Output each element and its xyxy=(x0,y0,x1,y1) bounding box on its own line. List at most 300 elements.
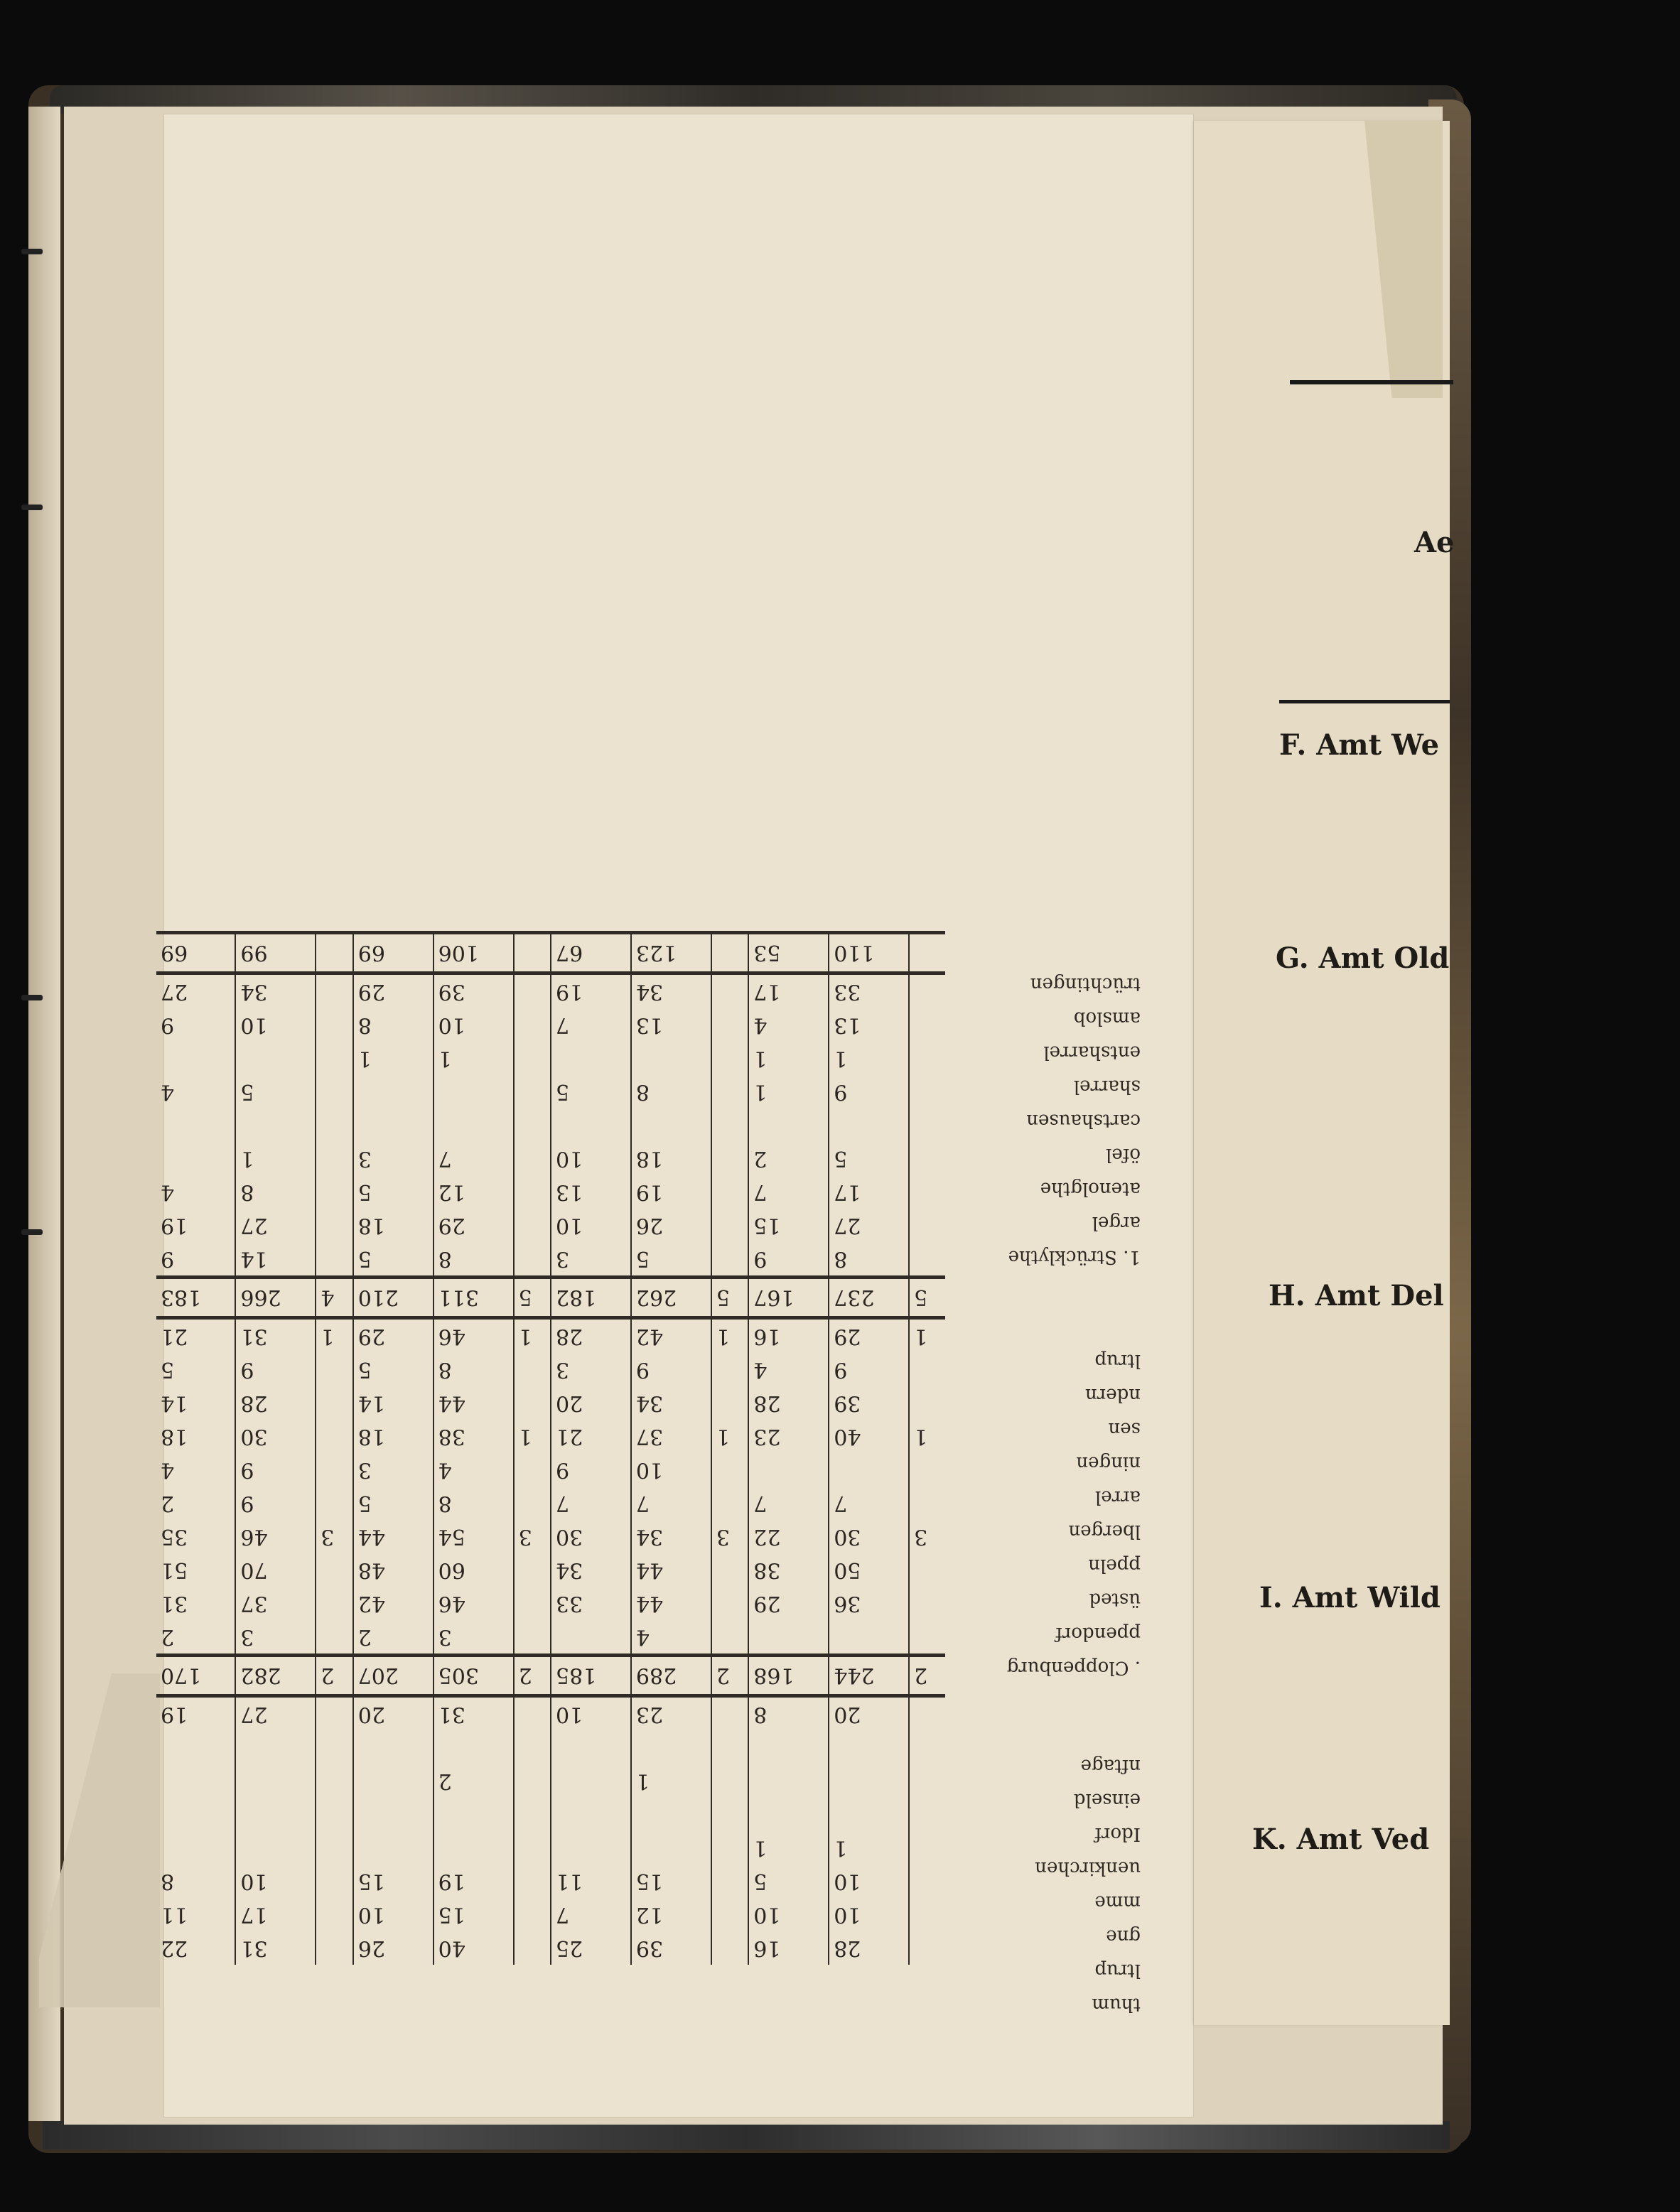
heading-amt-f: F. Amt We xyxy=(1279,728,1440,762)
table-cell xyxy=(353,1731,434,1764)
table-cell xyxy=(551,1764,631,1798)
table-cell: 17 xyxy=(748,973,829,1009)
table-cell: 1 xyxy=(434,1042,514,1075)
table-cell xyxy=(316,1696,352,1732)
table-cell xyxy=(551,1620,631,1656)
table-cell xyxy=(235,1731,316,1764)
table-cell: 5 xyxy=(353,1353,434,1386)
table-cell xyxy=(711,1620,748,1656)
table-cell xyxy=(316,1108,352,1142)
table-cell: 1 xyxy=(914,1324,928,1349)
table-cell: 34 xyxy=(235,973,316,1009)
table-cell: 13 xyxy=(631,1008,711,1042)
table-cell: 19 xyxy=(551,973,631,1009)
table-cell: 7 xyxy=(434,1142,514,1175)
table-cell: 21 xyxy=(551,1420,631,1453)
table-row xyxy=(156,1008,945,1042)
table-cell: 4 xyxy=(156,1175,235,1209)
table-cell: 21 xyxy=(156,1318,235,1354)
table-cell xyxy=(514,1865,551,1898)
table-cell: 3 xyxy=(434,1620,514,1656)
table-cell: 5 xyxy=(829,1142,909,1175)
table-cell: 244 xyxy=(829,1656,909,1696)
heading-amt-g: G. Amt Old xyxy=(1276,942,1450,975)
table-cell xyxy=(235,1108,316,1142)
row-label: einseld xyxy=(1073,1789,1141,1811)
table-cell xyxy=(711,1731,748,1764)
table-cell xyxy=(514,973,551,1009)
table-cell: 29 xyxy=(353,1318,434,1354)
table-cell xyxy=(909,1620,945,1656)
table-cell: 15 xyxy=(434,1898,514,1931)
binding-stitch xyxy=(21,505,43,510)
table-cell: 3 xyxy=(551,1353,631,1386)
table-row xyxy=(156,1242,945,1278)
table-cell xyxy=(514,1209,551,1242)
row-label-column xyxy=(956,938,1141,2015)
table-cell xyxy=(711,1587,748,1620)
table-cell: 7 xyxy=(748,1487,829,1520)
table-cell: 18 xyxy=(631,1142,711,1175)
table-cell: 5 xyxy=(353,1242,434,1278)
table-row xyxy=(156,1831,945,1865)
table-cell xyxy=(909,933,945,973)
table-cell xyxy=(909,1042,945,1075)
table-cell: 4 xyxy=(156,1075,235,1108)
table-cell: 29 xyxy=(353,973,434,1009)
table-cell xyxy=(514,1453,551,1487)
table-cell: 18 xyxy=(353,1420,434,1453)
table-cell xyxy=(316,1931,352,1965)
table-cell: 69 xyxy=(353,933,434,973)
table-cell: 110 xyxy=(829,933,909,973)
table-cell xyxy=(514,1620,551,1656)
table-cell xyxy=(909,1587,945,1620)
table-cell xyxy=(514,1798,551,1831)
table-cell: 5 xyxy=(748,1865,829,1898)
table-row xyxy=(156,1798,945,1831)
table-cell: 15 xyxy=(748,1209,829,1242)
table-cell: 237 xyxy=(829,1278,909,1318)
table-cell: 5 xyxy=(514,1278,551,1318)
table-cell xyxy=(909,1353,945,1386)
table-cell: 2 xyxy=(353,1620,434,1656)
table-cell: 46 xyxy=(434,1587,514,1620)
table-cell: 1 xyxy=(914,1424,928,1449)
table-cell xyxy=(909,1764,945,1798)
table-cell: 22 xyxy=(748,1520,829,1553)
table-cell: 99 xyxy=(235,933,316,973)
table-cell xyxy=(514,1696,551,1732)
table-cell xyxy=(434,1798,514,1831)
table-cell: 38 xyxy=(748,1553,829,1587)
table-cell: 44 xyxy=(353,1520,434,1553)
table-cell: 16 xyxy=(748,1931,829,1965)
table-cell xyxy=(829,1798,909,1831)
table-cell: 31 xyxy=(156,1587,235,1620)
table-cell xyxy=(235,1042,316,1075)
statistics-table xyxy=(156,931,945,2011)
table-row xyxy=(156,1318,945,1354)
row-label: ltrup xyxy=(1094,1350,1141,1371)
table-cell xyxy=(514,1386,551,1420)
table-cell: 207 xyxy=(353,1656,434,1696)
table-cell: 11 xyxy=(156,1898,235,1931)
table-cell: 38 xyxy=(434,1420,514,1453)
table-cell: 14 xyxy=(235,1242,316,1278)
table-row xyxy=(156,1620,945,1656)
table-cell: 305 xyxy=(434,1656,514,1696)
table-cell xyxy=(711,1075,748,1108)
table-cell: 42 xyxy=(353,1587,434,1620)
table-total-row xyxy=(156,1656,945,1696)
table-cell: 1 xyxy=(829,1831,909,1865)
table-cell: 1 xyxy=(748,1831,829,1865)
table-cell: 3 xyxy=(711,1520,748,1553)
table-cell: 51 xyxy=(156,1553,235,1587)
table-cell xyxy=(909,1898,945,1931)
table-cell: 12 xyxy=(434,1175,514,1209)
table-cell xyxy=(711,1831,748,1865)
heading-fragment: Ae xyxy=(1414,526,1455,559)
table-cell: 266 xyxy=(235,1278,316,1318)
table-cell: 7 xyxy=(748,1175,829,1209)
row-label: trüchtingen xyxy=(1030,973,1141,995)
table-cell: 37 xyxy=(631,1420,711,1453)
table-cell xyxy=(909,973,945,1009)
row-label: ndern xyxy=(1085,1384,1141,1406)
table-cell: 3 xyxy=(353,1453,434,1487)
table-cell: 1 xyxy=(748,1075,829,1108)
table-cell: 3 xyxy=(353,1142,434,1175)
table-cell: 53 xyxy=(748,933,829,973)
table-row xyxy=(156,1075,945,1108)
table-cell: 48 xyxy=(353,1553,434,1587)
table-cell: 5 xyxy=(551,1075,631,1108)
table-cell: 5 xyxy=(631,1242,711,1278)
table-cell: 16 xyxy=(748,1318,829,1354)
row-label: arrel xyxy=(1094,1487,1141,1508)
table-cell: 1 xyxy=(316,1318,352,1354)
table-cell: 3 xyxy=(514,1520,551,1553)
table-cell: 27 xyxy=(235,1696,316,1732)
table-cell xyxy=(353,1798,434,1831)
table-cell: 29 xyxy=(748,1587,829,1620)
table-cell: 40 xyxy=(434,1931,514,1965)
table-cell: 106 xyxy=(434,933,514,973)
table-cell: 14 xyxy=(353,1386,434,1420)
table-cell: 4 xyxy=(434,1453,514,1487)
table-cell: 20 xyxy=(829,1696,909,1732)
table-cell xyxy=(235,1831,316,1865)
table-cell xyxy=(316,1831,352,1865)
table-cell xyxy=(631,1798,711,1831)
table-cell: 3 xyxy=(551,1242,631,1278)
table-cell xyxy=(711,1696,748,1732)
row-label: amslob xyxy=(1073,1008,1141,1029)
table-cell: 44 xyxy=(631,1587,711,1620)
table-cell xyxy=(316,1042,352,1075)
table-cell xyxy=(551,1831,631,1865)
table-cell: 9 xyxy=(235,1487,316,1520)
table-cell: 10 xyxy=(434,1008,514,1042)
table-cell: 168 xyxy=(748,1656,829,1696)
table-cell: 13 xyxy=(829,1008,909,1042)
table-cell: 183 xyxy=(156,1278,235,1318)
table-cell: 9 xyxy=(631,1353,711,1386)
table-cell: 34 xyxy=(631,973,711,1009)
table-cell xyxy=(353,1831,434,1865)
table-cell xyxy=(156,1798,235,1831)
table-cell xyxy=(316,1731,352,1764)
table-cell: 2 xyxy=(711,1656,748,1696)
table-cell: 70 xyxy=(235,1553,316,1587)
table-cell xyxy=(551,1108,631,1142)
table-cell: 19 xyxy=(156,1696,235,1732)
table-cell xyxy=(514,1008,551,1042)
table-cell: 4 xyxy=(748,1353,829,1386)
table-cell: 2 xyxy=(514,1656,551,1696)
table-cell: 39 xyxy=(829,1386,909,1420)
table-cell xyxy=(909,1831,945,1865)
table-cell xyxy=(909,1008,945,1042)
table-cell xyxy=(711,1175,748,1209)
table-cell xyxy=(909,1487,945,1520)
table-cell: 2 xyxy=(434,1764,514,1798)
table-cell xyxy=(514,1353,551,1386)
table-cell: 31 xyxy=(235,1318,316,1354)
table-cell xyxy=(748,1798,829,1831)
table-cell: 29 xyxy=(829,1318,909,1354)
table-cell xyxy=(316,1620,352,1656)
table-cell: 20 xyxy=(551,1386,631,1420)
table-cell: 5 xyxy=(353,1487,434,1520)
table-cell xyxy=(711,1209,748,1242)
table-row xyxy=(156,1731,945,1764)
table-cell: 7 xyxy=(551,1008,631,1042)
table-cell: 25 xyxy=(551,1931,631,1965)
section-rule xyxy=(1290,380,1453,384)
table-cell: 44 xyxy=(631,1553,711,1587)
row-label: öfel xyxy=(1106,1144,1141,1165)
table-cell: 1 xyxy=(829,1042,909,1075)
table-cell xyxy=(316,1075,352,1108)
table-cell: 14 xyxy=(156,1386,235,1420)
heading-amt-k: K. Amt Ved xyxy=(1252,1823,1430,1856)
table-cell: 34 xyxy=(631,1386,711,1420)
table-cell: 3 xyxy=(235,1620,316,1656)
underlying-page xyxy=(1194,121,1450,2025)
table-cell xyxy=(514,1042,551,1075)
table-row xyxy=(156,1764,945,1798)
table-cell xyxy=(909,1931,945,1965)
table-cell: 262 xyxy=(631,1278,711,1318)
table-cell xyxy=(711,1108,748,1142)
row-label: entsharrel xyxy=(1043,1042,1141,1063)
table-cell xyxy=(316,1764,352,1798)
binding-stitch xyxy=(21,995,43,1000)
table-cell: 8 xyxy=(156,1865,235,1898)
table-cell: 67 xyxy=(551,933,631,973)
table-cell xyxy=(909,1075,945,1108)
table-cell: 28 xyxy=(748,1386,829,1420)
table-cell xyxy=(434,1831,514,1865)
row-label: Idorf xyxy=(1094,1823,1141,1845)
book-bottom-edge xyxy=(43,2121,1450,2149)
table-cell xyxy=(316,1587,352,1620)
table-cell: 7 xyxy=(551,1487,631,1520)
table-cell: 34 xyxy=(551,1553,631,1587)
table-cell: 1 xyxy=(711,1318,748,1354)
table-cell xyxy=(316,1175,352,1209)
table-row xyxy=(156,1209,945,1242)
row-label: cartshausen xyxy=(1026,1110,1141,1131)
table-cell: 182 xyxy=(551,1278,631,1318)
table-cell xyxy=(316,1008,352,1042)
table-cell: 289 xyxy=(631,1656,711,1696)
table-cell: 5 xyxy=(156,1353,235,1386)
table-cell: 9 xyxy=(235,1353,316,1386)
table-cell xyxy=(711,1242,748,1278)
table-cell: 30 xyxy=(551,1520,631,1553)
table-row xyxy=(156,1587,945,1620)
table-cell: 8 xyxy=(829,1242,909,1278)
table-cell xyxy=(156,1731,235,1764)
row-label: uenkirchen xyxy=(1035,1857,1141,1879)
table-cell: 10 xyxy=(829,1865,909,1898)
table-cell: 8 xyxy=(434,1487,514,1520)
table-cell xyxy=(551,1042,631,1075)
row-label: argel xyxy=(1092,1212,1141,1234)
table-cell xyxy=(316,1898,352,1931)
table-cell xyxy=(909,1865,945,1898)
table-cell: 170 xyxy=(156,1656,235,1696)
table-cell xyxy=(514,1731,551,1764)
table-cell xyxy=(748,1108,829,1142)
table-row xyxy=(156,1353,945,1386)
table-cell xyxy=(909,1142,945,1175)
table-row xyxy=(156,1386,945,1420)
table-row xyxy=(156,1553,945,1587)
heading-amt-i: I. Amt Wild xyxy=(1259,1581,1441,1614)
table-cell xyxy=(711,1353,748,1386)
row-label: ltrup xyxy=(1094,1960,1141,1981)
row-label: lbergen xyxy=(1068,1521,1141,1542)
table-cell: 5 xyxy=(353,1175,434,1209)
table-cell: 2 xyxy=(316,1656,352,1696)
table-row xyxy=(156,1420,945,1453)
table-row xyxy=(156,1175,945,1209)
table-cell: 123 xyxy=(631,933,711,973)
table-cell: 185 xyxy=(551,1656,631,1696)
table-cell xyxy=(316,973,352,1009)
table-cell: 26 xyxy=(631,1209,711,1242)
table-cell: 8 xyxy=(434,1242,514,1278)
table-cell xyxy=(316,1142,352,1175)
table-cell: 12 xyxy=(631,1898,711,1931)
table-cell xyxy=(353,1108,434,1142)
row-label: sharrel xyxy=(1073,1076,1141,1097)
table-cell: 17 xyxy=(235,1898,316,1931)
table-cell xyxy=(711,1386,748,1420)
table-cell xyxy=(909,1108,945,1142)
table-cell xyxy=(235,1798,316,1831)
table-cell xyxy=(514,1108,551,1142)
table-cell: 4 xyxy=(156,1453,235,1487)
table-cell: 1 xyxy=(235,1142,316,1175)
table-cell xyxy=(748,1620,829,1656)
table-cell: 8 xyxy=(631,1075,711,1108)
table-cell: 8 xyxy=(434,1353,514,1386)
table-row xyxy=(156,1042,945,1075)
table-cell xyxy=(514,1553,551,1587)
table-cell xyxy=(353,1075,434,1108)
table-cell: 1 xyxy=(748,1042,829,1075)
table-cell xyxy=(711,1487,748,1520)
table-cell xyxy=(156,1142,235,1175)
table-row xyxy=(156,1453,945,1487)
table-cell: 17 xyxy=(829,1175,909,1209)
table-cell xyxy=(748,1453,829,1487)
row-label: ppeln xyxy=(1088,1555,1141,1576)
table-cell: 19 xyxy=(156,1209,235,1242)
table-cell xyxy=(514,1487,551,1520)
table-row xyxy=(156,1142,945,1175)
table-cell: 9 xyxy=(829,1353,909,1386)
table-cell xyxy=(235,1764,316,1798)
table-cell: 10 xyxy=(235,1008,316,1042)
table-cell xyxy=(711,973,748,1009)
table-cell xyxy=(711,1898,748,1931)
table-row xyxy=(156,1487,945,1520)
table-cell: 69 xyxy=(156,933,235,973)
table-cell xyxy=(711,1042,748,1075)
table-cell: 30 xyxy=(235,1420,316,1453)
table-cell: 28 xyxy=(235,1386,316,1420)
table-row xyxy=(156,1865,945,1898)
table-cell: 2 xyxy=(909,1656,945,1696)
table-cell xyxy=(316,1487,352,1520)
row-label: ppendorf xyxy=(1055,1623,1141,1644)
table-cell: 1 xyxy=(514,1318,551,1354)
table-row xyxy=(156,1696,945,1732)
table-cell xyxy=(514,1831,551,1865)
table-cell: 11 xyxy=(551,1865,631,1898)
table-cell xyxy=(514,1175,551,1209)
table-cell: 1 xyxy=(631,1764,711,1798)
table-cell: 18 xyxy=(353,1209,434,1242)
table-cell: 9 xyxy=(748,1242,829,1278)
table-cell xyxy=(551,1731,631,1764)
row-label: atenolgthe xyxy=(1040,1178,1141,1199)
table-cell xyxy=(434,1731,514,1764)
table-cell xyxy=(829,1731,909,1764)
table-cell: 22 xyxy=(156,1931,235,1965)
table-cell: 27 xyxy=(156,973,235,1009)
table-cell: 13 xyxy=(551,1175,631,1209)
table-cell xyxy=(316,933,352,973)
table-cell: 2 xyxy=(748,1142,829,1175)
table-cell: 167 xyxy=(748,1278,829,1318)
section-rule xyxy=(1279,700,1450,703)
left-facing-page-edge xyxy=(28,107,60,2121)
table-cell: 1 xyxy=(353,1042,434,1075)
table-cell: 4 xyxy=(316,1278,352,1318)
table-cell: 1 xyxy=(711,1420,748,1453)
table-cell xyxy=(711,1008,748,1042)
table-cell: 10 xyxy=(631,1453,711,1487)
binding-stitch xyxy=(21,1229,43,1235)
